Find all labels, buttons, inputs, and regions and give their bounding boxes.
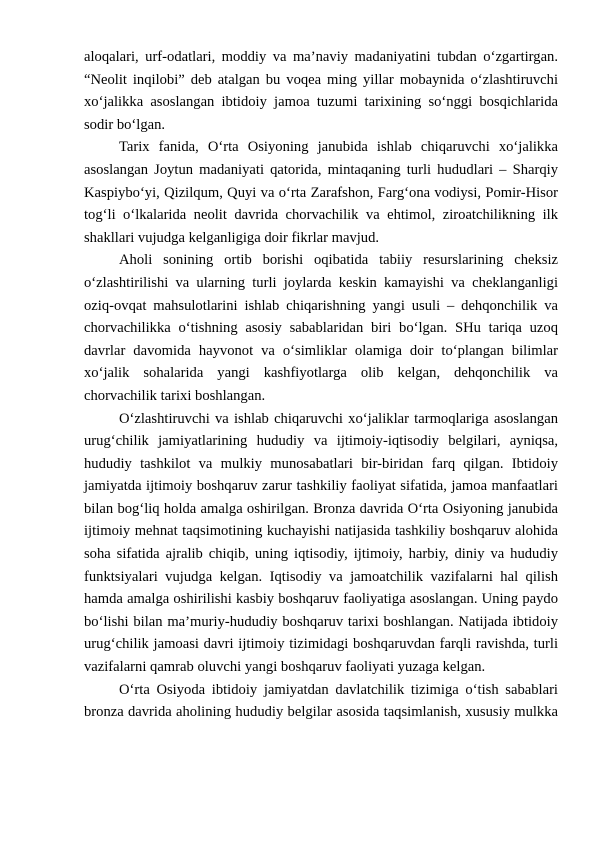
paragraph-2: Tarix fanida, O‘rta Osiyoning janubida ishlab chiqaruvchi xo‘jalikka asoslangan Joytun madaniyati qatorida, mintaqaning turli hududlari – Sharqiy Kaspiybo‘yi, Qizilqum, Quyi va o‘rta Zarafshon, Farg‘ona vodiysi, Pomir-Hisor tog‘li o‘lkalarida neolit davrida chorvachilik va ehtimol, ziroatchilikning ilk shakllari vujudga kelganligiga doir fikrlar mavjud. — [84, 139, 558, 246]
paragraph-4: O‘zlashtiruvchi va ishlab chiqaruvchi xo‘jaliklar tarmoqlariga asoslangan urug‘chilik jamiyatlarining hududiy va ijtimoiy-iqtisodiy belgilari, ayniqsa, hududiy tashkilot va mulkiy munosabatlari bir-biridan farq qilgan. Ibtidoiy jamiyatda ijtimoiy boshqaruv zarur tashkiliy faoliyat sifatida, jamoa manfaatlari bilan bog‘liq holda amalga oshirilgan. Bronza davrida O‘rta Osiyoning janubida ijtimoiy mehnat taqsimotining kuchayishi natijasida tashkiliy boshqaruv alohida soha sifatida ajralib chiqib, uning iqtisodiy, ijtimoiy, harbiy, diniy va hududiy funktsiyalari vujudga kelgan. Iqtisodiy va jamoatchilik vazifalarni hal qilish hamda amalga oshirilishi kasbiy boshqaruv faoliyatiga asoslangan. Uning paydo bo‘lishi bilan ma’muriy-hududiy boshqaruv tarixi boshlangan. Natijada ibtidoiy urug‘chilik jamoasi davri ijtimoiy tizimidagi boshqaruvdan farqli ravishda, turli vazifalarni qamrab oluvchi yangi boshqaruv faoliyati yuzaga kelgan. — [84, 410, 558, 676]
paragraph-5: O‘rta Osiyoda ibtidoiy jamiyatdan davlatchilik tizimiga o‘tish sabablari bronza davrida aholining hududiy belgilar asosida taqsimlanish, xususiy mulkka — [84, 681, 558, 721]
document-page — [84, 46, 558, 724]
paragraph-3: Aholi sonining ortib borishi oqibatida tabiiy resurslarining cheksiz o‘zlashtirilishi va ularning turli joylarda keskin kamayishi va cheklanganligi oziq-ovqat mahsulotlarini ishlab chiqarishning yangi usuli – dehqonchilik va chorvachilikka o‘tishning asosiy sabablaridan biri bo‘lgan. SHu tariqa uzoq davrlar davomida hayvonot va o‘simliklar olamiga doir to‘plangan bilimlar xo‘jalik sohalarida yangi kashfiyotlarga olib kelgan, dehqonchilik va chorvachilik tarixi boshlangan. — [84, 252, 558, 404]
paragraph-1: aloqalari, urf-odatlari, moddiy va ma’naviy madaniyatini tubdan o‘zgartirgan. “Neolit inqilobi” deb atalgan bu voqea ming yillar mobaynida o‘zlashtiruvchi xo‘jalikka asoslangan ibtidoiy jamoa tuzumi tarixining so‘nggi bosqichlarida sodir bo‘lgan. — [84, 49, 558, 133]
